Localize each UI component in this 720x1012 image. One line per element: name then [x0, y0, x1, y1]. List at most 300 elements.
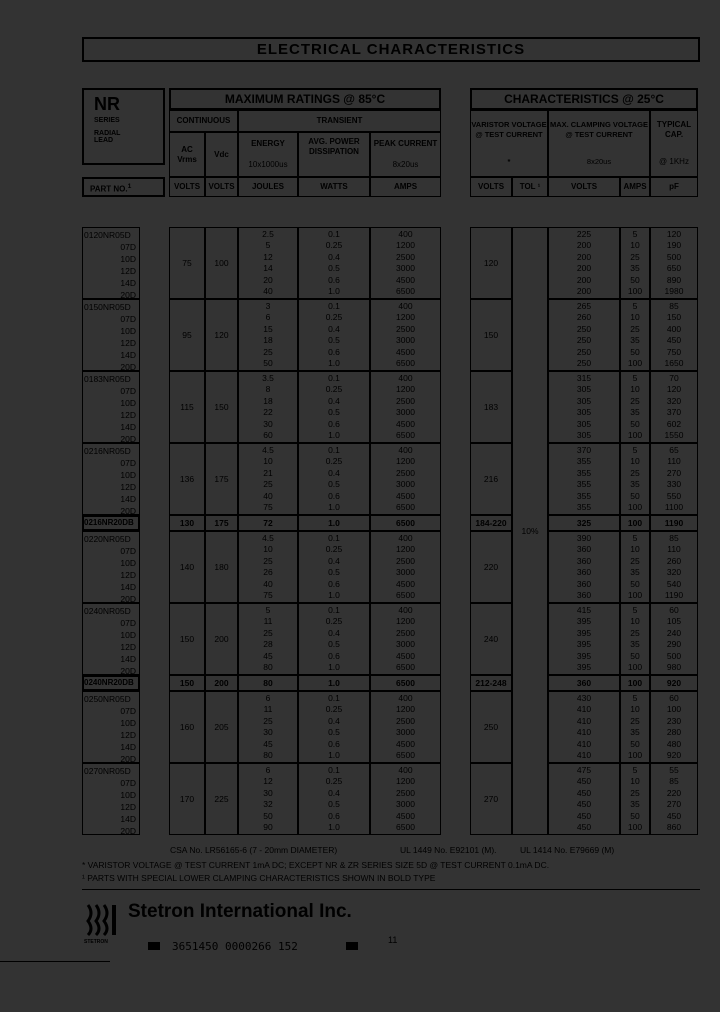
- energy-value: 4.5: [262, 532, 274, 543]
- part-number: 0220NR05D: [84, 534, 131, 544]
- peak-value: 3000: [396, 567, 415, 577]
- clamp-value: 355: [576, 456, 592, 466]
- energy-cell: [238, 691, 298, 763]
- power-values: [326, 765, 343, 834]
- peak-value: 6500: [396, 502, 415, 512]
- peak-value: 4500: [396, 346, 415, 357]
- cap-value: 602: [666, 418, 682, 429]
- energy-value: 40: [263, 578, 273, 589]
- power-value: 0.25: [325, 704, 343, 714]
- amps-value: 35: [630, 567, 640, 577]
- clamp-value: 360: [576, 555, 592, 566]
- clamp-value: 200: [576, 251, 592, 262]
- clamp-value: 305: [576, 407, 592, 417]
- amps-value: 5: [632, 604, 638, 615]
- peak-cell: [370, 299, 441, 371]
- varistor-cell: 184-220: [470, 515, 512, 531]
- cap-value: 450: [666, 810, 682, 821]
- clamp-values: [577, 765, 591, 834]
- amps-value: 35: [630, 263, 640, 273]
- clamp-value: 250: [576, 323, 592, 334]
- power-value: 0.4: [328, 787, 340, 798]
- part-number: 0240NR05D: [84, 606, 131, 616]
- cap-cell: [650, 763, 698, 835]
- clamp-value: 360: [576, 544, 592, 554]
- part-list: [84, 605, 136, 677]
- part-size: 07D: [120, 706, 136, 716]
- amps-value: 35: [630, 335, 640, 345]
- clamp-values: [577, 605, 591, 674]
- energy-value: 14: [263, 263, 273, 273]
- energy-value: 25: [263, 715, 273, 726]
- part-size: 12D: [120, 410, 136, 420]
- clamp-value: 450: [576, 810, 592, 821]
- power-value: 1.0: [328, 662, 340, 672]
- power-value: 0.4: [328, 395, 340, 406]
- peak-values: [396, 693, 415, 762]
- cap-values: [665, 445, 683, 514]
- power-value: 1.0: [328, 750, 340, 760]
- clamp-value: 200: [576, 286, 592, 296]
- amps-value: 100: [627, 430, 643, 440]
- clamp-value: 410: [576, 715, 592, 726]
- clamp-values: [577, 693, 591, 762]
- cap-values: [667, 765, 681, 834]
- clamp-value: 415: [576, 604, 592, 615]
- peak-value: 3000: [396, 335, 415, 345]
- unit-header: JOULES: [238, 177, 298, 197]
- part-size: 12D: [120, 338, 136, 348]
- cap-values: [667, 693, 681, 762]
- part-list: [84, 301, 136, 373]
- amps-value: 35: [630, 407, 640, 417]
- clamp-value: 360: [576, 590, 592, 600]
- amps-value: 50: [630, 418, 640, 429]
- part-size: 07D: [120, 618, 136, 628]
- power-cell: [298, 763, 370, 835]
- power-values: [326, 373, 343, 442]
- part-size: 20D: [120, 594, 136, 604]
- clamp-value: 260: [576, 312, 592, 322]
- part-size: 14D: [120, 814, 136, 824]
- cap-value: 890: [666, 274, 682, 285]
- cap-value: 330: [666, 479, 682, 489]
- power-value: 0.5: [328, 407, 340, 417]
- power-value: 0.6: [328, 650, 340, 661]
- power-value: 1.0: [328, 822, 340, 832]
- energy-cell: [238, 227, 298, 299]
- ac-cell: 95: [169, 299, 205, 371]
- clamp-cell: [548, 227, 620, 299]
- vdc-cell: 225: [205, 763, 238, 835]
- amps-value: 35: [630, 479, 640, 489]
- peak-value: 6500: [396, 430, 415, 440]
- peak-value: 3000: [396, 799, 415, 809]
- cap-value: 980: [666, 662, 682, 672]
- peak-value: 400: [398, 604, 413, 615]
- barcode-mark: [346, 942, 358, 950]
- cap-values: [667, 605, 681, 674]
- cap-cell: [650, 531, 698, 603]
- cap-value: 240: [666, 627, 682, 638]
- power-value: 0.25: [325, 240, 343, 250]
- amps-cell: [620, 443, 650, 515]
- amps-value: 5: [632, 692, 638, 703]
- energy-cell: [238, 603, 298, 675]
- lead-label: LEAD: [94, 137, 114, 144]
- unit-header: VOLTS: [169, 177, 205, 197]
- bottom-rule: [0, 961, 110, 962]
- energy-value: 12: [263, 776, 273, 786]
- part-size: 07D: [120, 314, 136, 324]
- continuous-header: CONTINUOUS: [169, 110, 238, 132]
- cap-value: 540: [666, 578, 682, 589]
- amps-value: 35: [630, 727, 640, 737]
- cap-value: 220: [666, 787, 682, 798]
- amps-value: 50: [630, 738, 640, 749]
- peak-cell: 6500: [370, 675, 441, 691]
- peak-cell: [370, 691, 441, 763]
- amps-values: [628, 229, 642, 298]
- power-value: 0.1: [328, 604, 340, 615]
- vdc-cell: 120: [205, 299, 238, 371]
- clamp-cell: [548, 443, 620, 515]
- energy-value: 75: [263, 502, 273, 512]
- peak-value: 4500: [396, 578, 415, 589]
- peak-value: 2500: [396, 467, 415, 478]
- cap-value: 260: [666, 555, 682, 566]
- barcode-number: 3651450 0000266 152: [172, 940, 298, 953]
- power-value: 1.0: [328, 430, 340, 440]
- clamp-value: 395: [576, 627, 592, 638]
- part-size: 20D: [120, 826, 136, 836]
- cap-value: 1650: [664, 358, 684, 368]
- power-value: 0.6: [328, 274, 340, 285]
- peak-value: 1200: [396, 616, 415, 626]
- power-values: [326, 445, 343, 514]
- energy-value: 18: [263, 395, 273, 406]
- peak-cell: [370, 531, 441, 603]
- ul1414-note: UL 1414 No. E79669 (M): [520, 845, 615, 855]
- part-size: 07D: [120, 546, 136, 556]
- amps-value: 5: [632, 444, 638, 455]
- power-value: 1.0: [328, 286, 340, 296]
- cap-header: [650, 110, 698, 177]
- part-size: 07D: [120, 778, 136, 788]
- unit-header: VOLTS: [470, 177, 512, 197]
- peak-value: 400: [398, 764, 413, 775]
- cap-value: 65: [669, 444, 679, 455]
- power-value: 1.0: [328, 502, 340, 512]
- varistor-cell: 150: [470, 299, 512, 371]
- clamp-value: 355: [576, 490, 592, 501]
- clamp-value: 410: [576, 727, 592, 737]
- page-title: ELECTRICAL CHARACTERISTICS: [82, 37, 700, 62]
- energy-value: 18: [263, 335, 273, 345]
- energy-value: 6: [265, 692, 271, 703]
- max-ratings-title: MAXIMUM RATINGS @ 85°C: [169, 88, 441, 110]
- part-size: 07D: [120, 386, 136, 396]
- amps-value: 10: [630, 240, 640, 250]
- varistor-sub: *: [507, 157, 511, 167]
- power-value: 0.5: [328, 567, 340, 577]
- peak-cell: [370, 443, 441, 515]
- energy-value: 45: [263, 650, 273, 661]
- peak-value: 4500: [396, 650, 415, 661]
- peak-cell: [370, 227, 441, 299]
- energy-value: 80: [263, 662, 273, 672]
- energy-value: 30: [263, 787, 273, 798]
- stetron-logo-icon: [86, 903, 118, 943]
- peak-value: 4500: [396, 738, 415, 749]
- power-value: 0.6: [328, 810, 340, 821]
- part-number: 0183NR05D: [84, 374, 131, 384]
- cap-value: 85: [669, 300, 679, 311]
- peak-value: 4500: [396, 490, 415, 501]
- part-list: [84, 445, 136, 517]
- amps-values: [628, 693, 642, 762]
- peak-value: 1200: [396, 456, 415, 466]
- clamp-value: 305: [576, 384, 592, 394]
- cap-label: TYPICAL CAP.: [656, 119, 692, 139]
- energy-value: 90: [263, 822, 273, 832]
- clamp-value: 410: [576, 750, 592, 760]
- cap-value: 55: [669, 764, 679, 775]
- energy-value: 25: [263, 479, 273, 489]
- part-size: 20D: [120, 362, 136, 372]
- cap-value: 150: [666, 312, 682, 322]
- energy-values: [262, 445, 274, 514]
- energy-values: [263, 605, 272, 674]
- energy-value: 50: [263, 358, 273, 368]
- cap-cell: [650, 371, 698, 443]
- energy-value: 21: [263, 467, 273, 478]
- bold-footnote: ¹ PARTS WITH SPECIAL LOWER CLAMPING CHARACTERISTICS SHOWN IN BOLD TYPE: [82, 873, 436, 883]
- part-size: 12D: [120, 570, 136, 580]
- vdc-cell: 205: [205, 691, 238, 763]
- part-number: 0120NR05D: [84, 230, 131, 240]
- clamp-values: [577, 533, 591, 602]
- energy-cell: [238, 299, 298, 371]
- cap-cell: 1190: [650, 515, 698, 531]
- clamp-cell: [548, 603, 620, 675]
- amps-value: 25: [630, 787, 640, 798]
- peak-value: 2500: [396, 715, 415, 726]
- cap-value: 1100: [664, 502, 684, 512]
- peak-value: 3000: [396, 479, 415, 489]
- clamp-value: 315: [576, 372, 592, 383]
- cap-value: 110: [667, 544, 681, 554]
- power-value: 0.4: [328, 467, 340, 478]
- part-size: 10D: [120, 254, 136, 264]
- amps-cell: [620, 691, 650, 763]
- peak-value: 6500: [396, 286, 415, 296]
- amps-value: 100: [627, 286, 643, 296]
- amps-value: 10: [630, 776, 640, 786]
- energy-value: 32: [263, 799, 273, 809]
- clamp-value: 305: [576, 395, 592, 406]
- amps-value: 35: [630, 639, 640, 649]
- clamp-values: [577, 301, 591, 370]
- amps-value: 100: [627, 358, 643, 368]
- peak-value: 4500: [396, 418, 415, 429]
- clamp-value: 265: [576, 300, 592, 311]
- unit-header: TOL ¹: [512, 177, 548, 197]
- cap-value: 480: [666, 738, 682, 749]
- energy-value: 40: [263, 490, 273, 501]
- clamp-value: 200: [576, 263, 592, 273]
- amps-value: 5: [632, 300, 638, 311]
- peak-header: [370, 132, 441, 177]
- energy-value: 25: [263, 555, 273, 566]
- ac-cell: 150: [169, 603, 205, 675]
- power-value: 0.1: [328, 228, 340, 239]
- amps-value: 25: [630, 467, 640, 478]
- power-value: 0.5: [328, 727, 340, 737]
- series-name: NR: [94, 94, 120, 114]
- part-number: 0150NR05D: [84, 302, 131, 312]
- ac-cell: 115: [169, 371, 205, 443]
- varistor-footnote: * VARISTOR VOLTAGE @ TEST CURRENT 1mA DC; EXCEPT NR & ZR SERIES SIZE 5D @ TEST CURRENT 0.1mA DC.: [82, 860, 550, 870]
- peak-value: 3000: [396, 263, 415, 273]
- energy-value: 10: [263, 544, 273, 554]
- amps-value: 100: [627, 502, 643, 512]
- energy-value: 20: [263, 274, 273, 285]
- power-value: 0.4: [328, 715, 340, 726]
- vdc-cell: 175: [205, 515, 238, 531]
- vdc-cell: 100: [205, 227, 238, 299]
- peak-value: 4500: [396, 274, 415, 285]
- clamp-value: 225: [576, 228, 592, 239]
- vdc-cell: 150: [205, 371, 238, 443]
- amps-value: 5: [632, 532, 638, 543]
- cap-value: 320: [666, 395, 682, 406]
- peak-values: [396, 301, 415, 370]
- peak-value: 6500: [396, 750, 415, 760]
- peak-values: [396, 229, 415, 298]
- power-cell: 1.0: [298, 515, 370, 531]
- clamp-value: 450: [576, 822, 592, 832]
- energy-value: 5: [265, 604, 271, 615]
- cap-cell: [650, 443, 698, 515]
- amps-value: 5: [632, 764, 638, 775]
- power-value: 0.6: [328, 578, 340, 589]
- energy-header: [238, 132, 298, 177]
- amps-values: [628, 605, 642, 674]
- peak-value: 400: [398, 228, 413, 239]
- clamp-value: 200: [576, 274, 592, 285]
- power-value: 0.25: [325, 544, 343, 554]
- vdc-cell: 175: [205, 443, 238, 515]
- energy-value: 12: [263, 251, 273, 262]
- power-value: 0.25: [325, 384, 343, 394]
- power-cell: [298, 371, 370, 443]
- energy-value: 60: [263, 430, 273, 440]
- clamp-cell: 360: [548, 675, 620, 691]
- peak-values: [396, 533, 415, 602]
- clamp-value: 395: [576, 639, 592, 649]
- clamp-values: [577, 373, 591, 442]
- clamp-value: 410: [576, 738, 592, 749]
- tolerance-cell: 10%: [512, 227, 548, 835]
- part-size: 14D: [120, 742, 136, 752]
- power-cell: [298, 299, 370, 371]
- amps-value: 100: [627, 590, 643, 600]
- vdc-cell: 200: [205, 675, 238, 691]
- energy-value: 15: [263, 323, 273, 334]
- clamp-value: 250: [576, 346, 592, 357]
- peak-value: 1200: [396, 704, 415, 714]
- page-number: 11: [388, 935, 398, 945]
- part-number: 0216NR05D: [84, 446, 131, 456]
- peak-value: 6500: [396, 358, 415, 368]
- cap-cell: [650, 227, 698, 299]
- energy-values: [262, 373, 274, 442]
- amps-cell: [620, 531, 650, 603]
- part-size: 14D: [120, 654, 136, 664]
- varistor-label: VARISTOR VOLTAGE @ TEST CURRENT: [471, 119, 547, 139]
- cap-value: 500: [666, 650, 682, 661]
- peak-value: 6500: [396, 662, 415, 672]
- cap-values: [665, 533, 683, 602]
- cap-value: 85: [669, 532, 679, 543]
- energy-cell: [238, 443, 298, 515]
- peak-value: 3000: [396, 407, 415, 417]
- part-size: 20D: [120, 434, 136, 444]
- transient-header: TRANSIENT: [238, 110, 441, 132]
- amps-value: 50: [630, 274, 640, 285]
- clamp-value: 430: [576, 692, 592, 703]
- amps-cell: 100: [620, 675, 650, 691]
- clamp-value: 355: [576, 479, 592, 489]
- energy-value: 80: [263, 750, 273, 760]
- clamp-cell: [548, 531, 620, 603]
- amps-cell: [620, 603, 650, 675]
- cap-value: 290: [666, 639, 682, 649]
- energy-value: 10: [263, 456, 273, 466]
- amps-value: 5: [632, 228, 638, 239]
- part-list: [84, 229, 136, 301]
- part-size: 14D: [120, 350, 136, 360]
- peak-label: PEAK CURRENT: [373, 138, 438, 148]
- amps-value: 10: [630, 384, 640, 394]
- cap-value: 60: [669, 692, 679, 703]
- ac-cell: 136: [169, 443, 205, 515]
- clamp-cell: [548, 691, 620, 763]
- power-values: [326, 533, 343, 602]
- unit-header: AMPS: [370, 177, 441, 197]
- clamp-value: 450: [576, 787, 592, 798]
- amps-cell: [620, 763, 650, 835]
- amps-values: [628, 373, 642, 442]
- divider: [82, 889, 700, 890]
- energy-values: [262, 533, 274, 602]
- cap-value: 270: [666, 799, 682, 809]
- clamp-value: 355: [576, 502, 592, 512]
- power-value: 0.25: [325, 616, 343, 626]
- amps-values: [628, 445, 642, 514]
- energy-values: [263, 693, 272, 762]
- clamp-values: [577, 445, 591, 514]
- amps-value: 50: [630, 810, 640, 821]
- cap-values: [665, 229, 684, 298]
- amps-values: [628, 765, 642, 834]
- amps-value: 100: [627, 822, 643, 832]
- energy-values: [263, 301, 272, 370]
- unit-header: VOLTS: [548, 177, 620, 197]
- cap-value: 920: [666, 750, 682, 760]
- cap-cell: 920: [650, 675, 698, 691]
